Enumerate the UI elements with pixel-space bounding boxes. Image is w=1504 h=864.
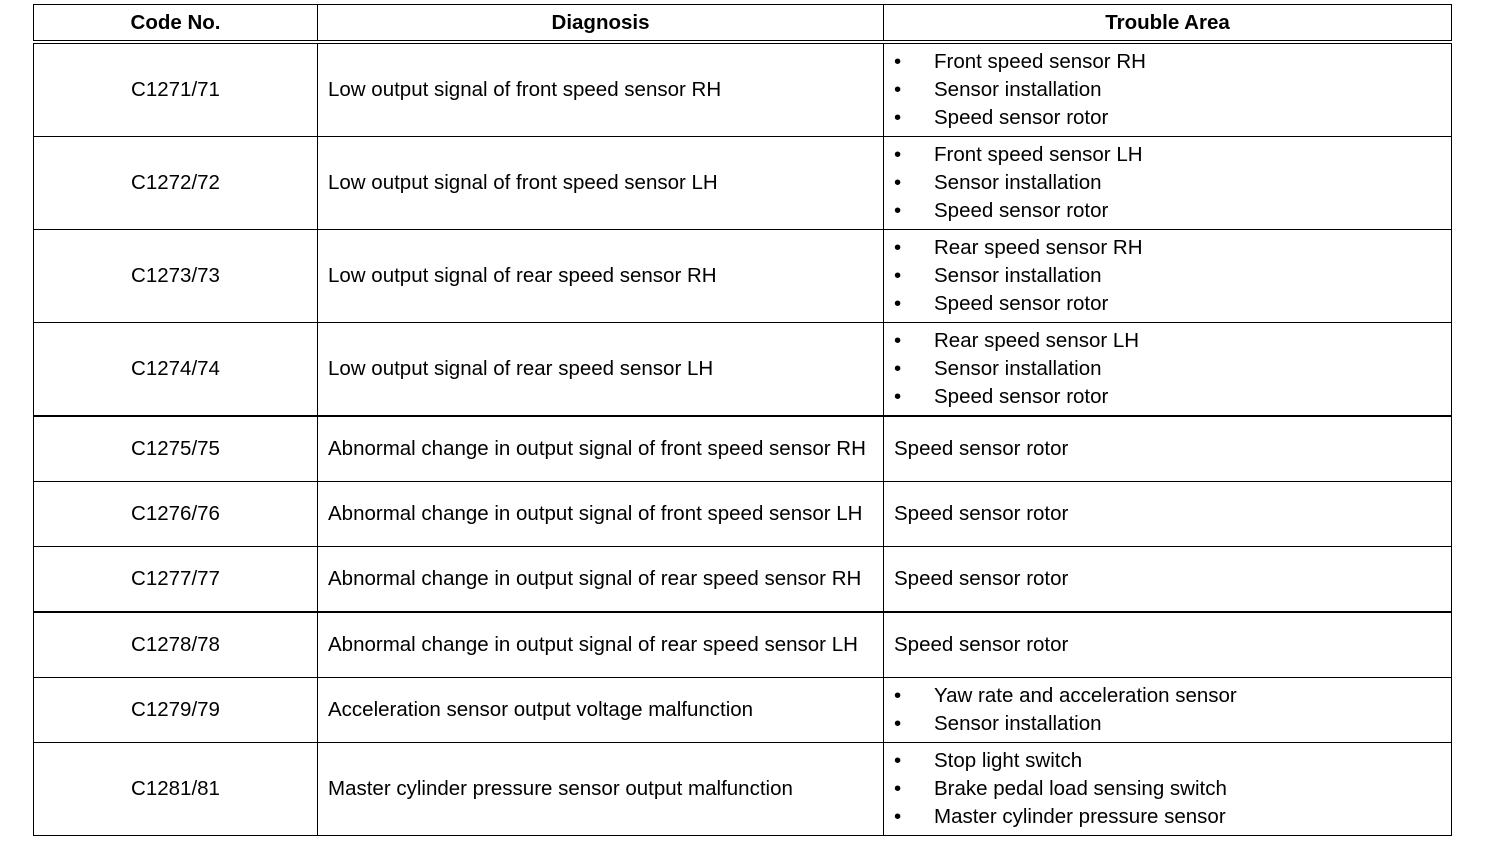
- trouble-area-cell: [884, 678, 1452, 743]
- header-trouble-area: Trouble Area: [884, 5, 1452, 43]
- trouble-area-text: Speed sensor rotor: [934, 199, 1109, 222]
- trouble-area-item: [894, 803, 1441, 831]
- trouble-area-item: [894, 234, 1441, 262]
- code-cell: C1272/72: [34, 137, 318, 230]
- bullet-icon: •: [894, 292, 902, 315]
- trouble-area-text: Sensor installation: [934, 712, 1102, 735]
- diagnosis-cell: Low output signal of front speed sensor RH: [318, 42, 884, 137]
- diagnosis-cell: Low output signal of rear speed sensor LH: [318, 323, 884, 417]
- trouble-area-item: [894, 747, 1441, 775]
- diagnosis-cell: Abnormal change in output signal of rear speed sensor RH: [318, 547, 884, 613]
- trouble-area-item: [894, 141, 1441, 169]
- trouble-area-text: Master cylinder pressure sensor: [934, 805, 1226, 828]
- code-cell: C1278/78: [34, 612, 318, 678]
- trouble-area-list: [894, 234, 1441, 318]
- bullet-icon: •: [894, 264, 902, 287]
- trouble-area-item: [894, 76, 1441, 104]
- bullet-icon: •: [894, 357, 902, 380]
- bullet-icon: •: [894, 329, 902, 352]
- trouble-area-item: [894, 262, 1441, 290]
- table-row: [34, 230, 1452, 323]
- trouble-area-text: Speed sensor rotor: [934, 106, 1109, 129]
- trouble-area-cell: [884, 137, 1452, 230]
- code-cell: C1281/81: [34, 743, 318, 836]
- trouble-area-text: Speed sensor rotor: [934, 292, 1109, 315]
- trouble-area-text: Brake pedal load sensing switch: [934, 777, 1227, 800]
- table-row: [34, 547, 1452, 613]
- trouble-area-item: [894, 710, 1441, 738]
- table-row: [34, 743, 1452, 836]
- trouble-area-cell: [884, 743, 1452, 836]
- trouble-area-text: Stop light switch: [934, 749, 1083, 772]
- diagnosis-cell: Abnormal change in output signal of front speed sensor RH: [318, 416, 884, 482]
- bullet-icon: •: [894, 749, 902, 772]
- table-row: [34, 323, 1452, 417]
- code-cell: C1273/73: [34, 230, 318, 323]
- trouble-area-text: Sensor installation: [934, 264, 1102, 287]
- table-header: [34, 5, 1452, 43]
- trouble-area-text: Sensor installation: [934, 171, 1102, 194]
- bullet-icon: •: [894, 385, 902, 408]
- trouble-area-item: [894, 327, 1441, 355]
- trouble-area-item: [894, 197, 1441, 225]
- bullet-icon: •: [894, 777, 902, 800]
- code-cell: C1274/74: [34, 323, 318, 417]
- code-cell: C1277/77: [34, 547, 318, 613]
- trouble-area-item: [894, 104, 1441, 132]
- bullet-icon: •: [894, 236, 902, 259]
- code-cell: C1271/71: [34, 42, 318, 137]
- code-cell: C1279/79: [34, 678, 318, 743]
- trouble-area-text: Front speed sensor LH: [934, 143, 1143, 166]
- trouble-area-list: [894, 747, 1441, 831]
- trouble-area-list: [894, 327, 1441, 411]
- diagnosis-cell: Abnormal change in output signal of rear speed sensor LH: [318, 612, 884, 678]
- trouble-area-item: [894, 775, 1441, 803]
- bullet-icon: •: [894, 106, 902, 129]
- trouble-area-list: [894, 141, 1441, 225]
- trouble-area-cell: Speed sensor rotor: [884, 612, 1452, 678]
- trouble-area-text: Rear speed sensor LH: [934, 329, 1140, 352]
- trouble-area-text: Speed sensor rotor: [934, 385, 1109, 408]
- trouble-area-cell: [884, 42, 1452, 137]
- trouble-area-item: [894, 290, 1441, 318]
- trouble-area-text: Yaw rate and acceleration sensor: [934, 684, 1237, 707]
- trouble-area-item: [894, 169, 1441, 197]
- bullet-icon: •: [894, 684, 902, 707]
- table-row: [34, 42, 1452, 137]
- trouble-area-text: Sensor installation: [934, 357, 1102, 380]
- trouble-area-cell: Speed sensor rotor: [884, 482, 1452, 547]
- trouble-area-item: [894, 355, 1441, 383]
- dtc-table: [33, 4, 1452, 836]
- trouble-area-list: [894, 48, 1441, 132]
- diagnosis-cell: Abnormal change in output signal of front speed sensor LH: [318, 482, 884, 547]
- bullet-icon: •: [894, 143, 902, 166]
- table-row: [34, 678, 1452, 743]
- code-cell: C1276/76: [34, 482, 318, 547]
- diagnosis-cell: Master cylinder pressure sensor output malfunction: [318, 743, 884, 836]
- bullet-icon: •: [894, 805, 902, 828]
- header-code-no: Code No.: [34, 5, 318, 43]
- table-row: [34, 612, 1452, 678]
- trouble-area-cell: [884, 230, 1452, 323]
- trouble-area-text: Front speed sensor RH: [934, 50, 1146, 73]
- trouble-area-text: Sensor installation: [934, 78, 1102, 101]
- diagnosis-cell: Low output signal of front speed sensor LH: [318, 137, 884, 230]
- trouble-area-item: [894, 682, 1441, 710]
- trouble-area-list: [894, 682, 1441, 738]
- trouble-area-cell: [884, 323, 1452, 417]
- header-row: [34, 5, 1452, 43]
- bullet-icon: •: [894, 78, 902, 101]
- bullet-icon: •: [894, 712, 902, 735]
- diagnosis-cell: Low output signal of rear speed sensor RH: [318, 230, 884, 323]
- trouble-area-item: [894, 383, 1441, 411]
- table-row: [34, 482, 1452, 547]
- trouble-area-item: [894, 48, 1441, 76]
- diagnosis-cell: Acceleration sensor output voltage malfunction: [318, 678, 884, 743]
- table-body: [34, 42, 1452, 836]
- bullet-icon: •: [894, 199, 902, 222]
- table-row: [34, 416, 1452, 482]
- bullet-icon: •: [894, 50, 902, 73]
- trouble-area-cell: Speed sensor rotor: [884, 547, 1452, 613]
- trouble-area-cell: Speed sensor rotor: [884, 416, 1452, 482]
- bullet-icon: •: [894, 171, 902, 194]
- code-cell: C1275/75: [34, 416, 318, 482]
- header-diagnosis: Diagnosis: [318, 5, 884, 43]
- trouble-area-text: Rear speed sensor RH: [934, 236, 1143, 259]
- table-row: [34, 137, 1452, 230]
